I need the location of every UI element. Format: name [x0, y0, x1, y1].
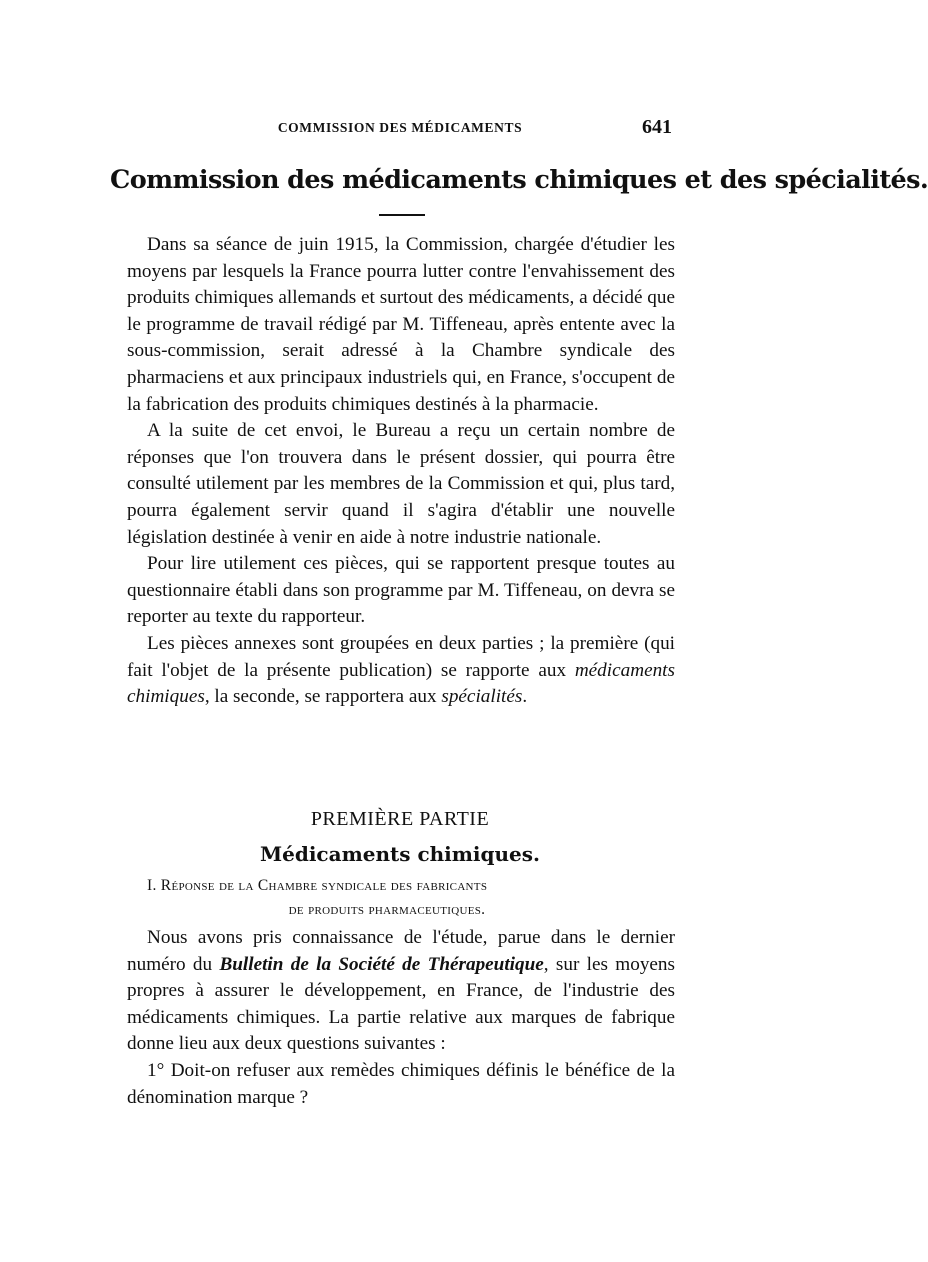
p4-start: Les pièces annexes sont groupées en deux parties ; la première (qui fait l'objet de la présente publication) se rapporte aux: [127, 632, 675, 681]
running-head: [128, 116, 672, 140]
p4-end: .: [522, 686, 528, 708]
p4-middle: , la seconde, se rapportera aux: [204, 686, 442, 708]
title-rule: [379, 214, 425, 216]
section-heading: [147, 874, 667, 922]
section-paragraph-2: 1° Doit-on refuser aux remèdes chimiques définis le bénéfice de la dénomination marque ?: [127, 1059, 675, 1108]
paragraph-4: [127, 631, 675, 711]
page-number: 641: [642, 116, 672, 138]
part-heading: PREMIÈRE PARTIE: [310, 808, 490, 830]
journal-title: Bulletin de la Société de Thérapeutique: [219, 953, 544, 975]
sp1-end: , sur les moyens propres à assurer le développement, en France, de l'industrie des médicaments chimiques. La partie relative aux marques de fabrique donne lieu aux deux questions suivantes :: [127, 953, 675, 1055]
sub-heading: Médicaments chimiques.: [259, 842, 541, 866]
sp1-start: Nous avons pris connaissance de l'étude, parue dans le dernier numéro du: [127, 927, 675, 975]
section-text: [127, 925, 675, 1111]
intro-text: [127, 232, 675, 711]
paragraph-2: A la suite de cet envoi, le Bureau a reçu un certain nombre de réponses que l'on trouvera dans le présent dossier, qui pourra être consulté utilement par les membres de la Commission et qui, plus tard, pourra également servir quand il s'agira d'établir une nouvelle législation destinée à venir en aide à notre industrie nationale.: [127, 420, 675, 548]
section-heading-line-1: I. Réponse de la Chambre syndicale des fabricants: [147, 877, 488, 894]
section-heading-line-2: de produits pharmaceutiques.: [288, 901, 486, 918]
paragraph-1: Dans sa séance de juin 1915, la Commission, chargée d'étudier les moyens par lesquels la France pourra lutter contre l'envahissement des produits chimiques allemands et surtout des médicaments, a décidé que le programme de travail rédigé par M. Tiffeneau, après entente avec la sous-commission, serait adressé à la Chambre syndicale des pharmaciens et aux principaux industriels qui, en France, s'occupent de la fabrication des produits chimiques destinés à la pharmacie.: [127, 234, 675, 415]
paragraph-3: Pour lire utilement ces pièces, qui se rapportent presque toutes au questionnaire établi dans son programme par M. Tiffeneau, on devra se reporter au texte du rapporteur.: [127, 553, 675, 628]
p4-emphasis-1: médicaments chimiques: [127, 659, 675, 708]
running-title: COMMISSION DES MÉDICAMENTS: [277, 120, 523, 135]
article-title: Commission des médicaments chimiques et des spécialités.: [110, 165, 928, 195]
p4-emphasis-2: spécialités: [441, 686, 523, 708]
section-paragraph-1: [127, 925, 675, 1058]
